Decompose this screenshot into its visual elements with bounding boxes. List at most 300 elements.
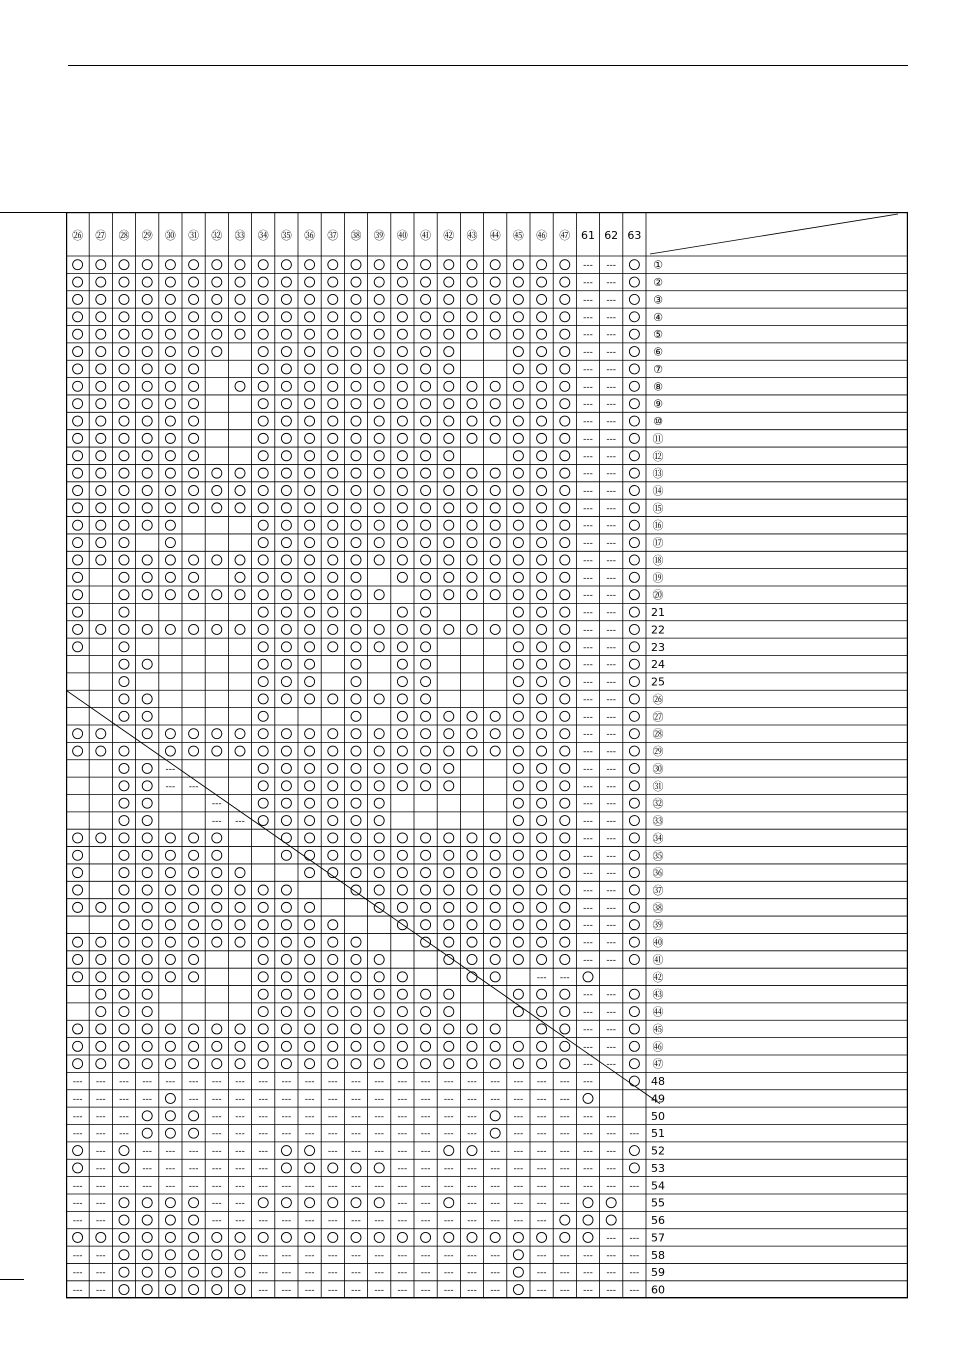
row-label: 59	[651, 1266, 665, 1280]
not-applicable-dashes: ---	[513, 1198, 524, 1209]
compatible-circle	[119, 555, 129, 565]
not-applicable-dashes: ---	[281, 1181, 292, 1192]
compatible-circle	[560, 763, 570, 773]
not-applicable-dashes: ---	[583, 399, 593, 410]
compatible-circle	[258, 902, 268, 912]
not-applicable-dashes: ---	[397, 1181, 408, 1192]
compatible-circle	[560, 833, 570, 843]
compatible-circle	[305, 989, 315, 999]
not-applicable-dashes: ---	[211, 816, 222, 827]
compatible-circle	[189, 329, 199, 339]
compatible-circle	[281, 833, 291, 843]
compatible-circle	[467, 624, 477, 634]
compatible-circle	[142, 1250, 152, 1260]
not-applicable-dashes: ---	[629, 1285, 640, 1296]
compatible-circle	[212, 503, 222, 513]
compatible-circle	[305, 729, 315, 739]
compatible-circle	[73, 347, 83, 357]
compatible-circle	[351, 468, 361, 478]
compatible-circle	[351, 520, 361, 530]
compatible-circle	[629, 485, 639, 495]
compatible-circle	[119, 954, 129, 964]
compatible-circle	[374, 381, 384, 391]
compatible-circle	[189, 555, 199, 565]
compatible-circle	[467, 312, 477, 322]
compatible-circle	[328, 381, 338, 391]
compatible-circle	[513, 277, 523, 287]
compatible-circle	[142, 763, 152, 773]
not-applicable-dashes: ---	[235, 1163, 245, 1174]
not-applicable-dashes: ---	[443, 1094, 454, 1105]
compatible-circle	[629, 798, 639, 808]
compatible-circle	[281, 538, 291, 548]
compatible-circle	[513, 850, 523, 860]
compatible-circle	[421, 399, 431, 409]
not-applicable-dashes: ---	[351, 1146, 361, 1157]
not-applicable-dashes: ---	[583, 799, 593, 810]
compatible-circle	[142, 1041, 152, 1051]
compatible-circle	[305, 833, 315, 843]
compatible-circle	[467, 1024, 477, 1034]
compatible-circle	[421, 902, 431, 912]
not-applicable-dashes: ---	[304, 1077, 315, 1088]
compatible-circle	[537, 416, 547, 426]
compatible-circle	[305, 659, 315, 669]
row-label: ⑧	[653, 380, 663, 394]
not-applicable-dashes: ---	[583, 538, 593, 549]
compatible-circle	[537, 485, 547, 495]
not-applicable-dashes: ---	[467, 1181, 477, 1192]
compatible-circle	[281, 920, 291, 930]
not-applicable-dashes: ---	[583, 1268, 593, 1279]
compatible-circle	[328, 312, 338, 322]
not-applicable-dashes: ---	[490, 1250, 501, 1261]
compatible-circle	[560, 1215, 570, 1225]
compatible-circle	[513, 781, 523, 791]
not-applicable-dashes: ---	[211, 1111, 222, 1122]
compatible-circle	[281, 1232, 291, 1242]
not-applicable-dashes: ---	[606, 608, 617, 619]
compatible-circle	[444, 468, 454, 478]
compatible-circle	[328, 364, 338, 374]
not-applicable-dashes: ---	[72, 1129, 83, 1140]
compatible-circle	[397, 989, 407, 999]
compatible-circle	[560, 711, 570, 721]
column-header: ㉝	[234, 229, 246, 242]
not-applicable-dashes: ---	[467, 1077, 477, 1088]
compatible-circle	[537, 381, 547, 391]
compatible-circle	[119, 381, 129, 391]
compatible-circle	[305, 572, 315, 582]
compatible-circle	[96, 937, 106, 947]
not-applicable-dashes: ---	[606, 503, 617, 514]
not-applicable-dashes: ---	[281, 1250, 292, 1261]
compatible-circle	[165, 399, 175, 409]
compatible-circle	[351, 659, 361, 669]
compatible-circle	[96, 329, 106, 339]
compatible-circle	[629, 816, 639, 826]
compatible-circle	[467, 329, 477, 339]
not-applicable-dashes: ---	[467, 1163, 477, 1174]
compatible-circle	[258, 920, 268, 930]
compatible-circle	[629, 885, 639, 895]
compatible-circle	[374, 260, 384, 270]
compatible-circle	[235, 1267, 245, 1277]
compatible-circle	[351, 1024, 361, 1034]
compatible-circle	[560, 937, 570, 947]
compatible-circle	[421, 642, 431, 652]
compatible-circle	[165, 920, 175, 930]
compatible-circle	[189, 312, 199, 322]
row-label: ⑫	[652, 449, 664, 463]
compatible-circle	[351, 347, 361, 357]
not-applicable-dashes: ---	[536, 1163, 547, 1174]
not-applicable-dashes: ---	[397, 1163, 408, 1174]
row-label: ⑯	[652, 519, 664, 533]
compatible-circle	[421, 989, 431, 999]
compatible-circle	[119, 260, 129, 270]
not-applicable-dashes: ---	[583, 642, 593, 653]
compatible-circle	[397, 1007, 407, 1017]
not-applicable-dashes: ---	[211, 1094, 222, 1105]
not-applicable-dashes: ---	[374, 1268, 385, 1279]
compatible-circle	[421, 833, 431, 843]
not-applicable-dashes: ---	[95, 1250, 106, 1261]
not-applicable-dashes: ---	[513, 1146, 524, 1157]
not-applicable-dashes: ---	[397, 1111, 408, 1122]
compatible-circle	[328, 833, 338, 843]
row-label: ③	[653, 293, 663, 307]
compatible-circle	[165, 416, 175, 426]
compatible-circle	[560, 329, 570, 339]
not-applicable-dashes: ---	[583, 920, 593, 931]
compatible-circle	[189, 503, 199, 513]
compatible-circle	[96, 433, 106, 443]
compatible-circle	[421, 260, 431, 270]
compatible-circle	[397, 468, 407, 478]
compatible-circle	[119, 1163, 129, 1173]
compatible-circle	[235, 381, 245, 391]
compatible-circle	[351, 538, 361, 548]
compatible-circle	[73, 312, 83, 322]
compatible-circle	[281, 347, 291, 357]
compatible-circle	[189, 868, 199, 878]
compatible-circle	[305, 312, 315, 322]
compatible-circle	[629, 937, 639, 947]
compatible-circle	[142, 294, 152, 304]
compatible-circle	[119, 538, 129, 548]
compatible-circle	[560, 538, 570, 548]
compatible-circle	[165, 1041, 175, 1051]
compatible-circle	[305, 677, 315, 687]
not-applicable-dashes: ---	[119, 1094, 129, 1105]
column-header: ㊵	[396, 229, 408, 242]
compatible-circle	[537, 920, 547, 930]
compatible-circle	[513, 694, 523, 704]
compatible-circle	[281, 1146, 291, 1156]
not-applicable-dashes: ---	[490, 1216, 501, 1227]
compatible-circle	[328, 1059, 338, 1069]
compatible-circle	[305, 972, 315, 982]
not-applicable-dashes: ---	[559, 1163, 570, 1174]
compatible-circle	[73, 954, 83, 964]
compatible-circle	[119, 277, 129, 287]
compatible-circle	[165, 937, 175, 947]
self-match-diagonal	[66, 690, 660, 1103]
not-applicable-dashes: ---	[467, 1250, 477, 1261]
compatible-circle	[421, 1041, 431, 1051]
compatible-circle	[397, 885, 407, 895]
compatible-circle	[537, 555, 547, 565]
compatible-circle	[258, 538, 268, 548]
not-applicable-dashes: ---	[490, 1181, 501, 1192]
compatible-circle	[328, 399, 338, 409]
not-applicable-dashes: ---	[606, 799, 617, 810]
not-applicable-dashes: ---	[629, 1129, 640, 1140]
compatible-circle	[235, 555, 245, 565]
not-applicable-dashes: ---	[142, 1163, 153, 1174]
compatible-circle	[165, 1215, 175, 1225]
compatible-circle	[165, 590, 175, 600]
not-applicable-dashes: ---	[142, 1146, 153, 1157]
not-applicable-dashes: ---	[490, 1094, 501, 1105]
not-applicable-dashes: ---	[420, 1129, 431, 1140]
compatible-circle	[467, 294, 477, 304]
compatible-circle	[351, 868, 361, 878]
not-applicable-dashes: ---	[606, 920, 617, 931]
compatible-circle	[444, 329, 454, 339]
not-applicable-dashes: ---	[513, 1163, 524, 1174]
compatible-circle	[351, 485, 361, 495]
compatible-circle	[328, 1041, 338, 1051]
not-applicable-dashes: ---	[374, 1077, 385, 1088]
compatible-circle	[583, 1232, 593, 1242]
compatible-circle	[212, 312, 222, 322]
compatible-circle	[397, 850, 407, 860]
compatible-circle	[119, 1059, 129, 1069]
compatible-circle	[305, 347, 315, 357]
row-label: ㉟	[652, 849, 664, 863]
compatible-circle	[235, 729, 245, 739]
compatible-circle	[142, 816, 152, 826]
not-applicable-dashes: ---	[583, 1059, 593, 1070]
compatible-circle	[421, 555, 431, 565]
compatible-circle	[235, 937, 245, 947]
compatible-circle	[73, 277, 83, 287]
compatible-circle	[328, 277, 338, 287]
not-applicable-dashes: ---	[490, 1163, 501, 1174]
compatible-circle	[258, 485, 268, 495]
compatible-circle	[351, 937, 361, 947]
compatible-circle	[537, 538, 547, 548]
row-label: ㉝	[652, 814, 664, 828]
compatible-circle	[328, 1198, 338, 1208]
compatible-circle	[467, 399, 477, 409]
not-applicable-dashes: ---	[397, 1094, 408, 1105]
compatible-circle	[421, 572, 431, 582]
compatible-circle	[189, 399, 199, 409]
not-applicable-dashes: ---	[536, 1285, 547, 1296]
compatible-circle	[165, 868, 175, 878]
compatible-circle	[281, 1041, 291, 1051]
not-applicable-dashes: ---	[583, 764, 593, 775]
compatible-circle	[142, 833, 152, 843]
compatible-circle	[73, 972, 83, 982]
compatible-circle	[537, 642, 547, 652]
compatible-circle	[212, 937, 222, 947]
compatible-circle	[165, 746, 175, 756]
compatible-circle	[119, 885, 129, 895]
compatible-circle	[328, 763, 338, 773]
compatible-circle	[189, 833, 199, 843]
compatible-circle	[397, 364, 407, 374]
compatible-circle	[374, 954, 384, 964]
compatible-circle	[258, 399, 268, 409]
compatible-circle	[537, 954, 547, 964]
compatible-circle	[537, 781, 547, 791]
not-applicable-dashes: ---	[559, 1198, 570, 1209]
compatible-circle	[281, 781, 291, 791]
compatible-circle	[444, 885, 454, 895]
not-applicable-dashes: ---	[606, 469, 617, 480]
not-applicable-dashes: ---	[211, 1198, 222, 1209]
compatible-circle	[142, 451, 152, 461]
compatible-circle	[537, 364, 547, 374]
compatible-circle	[351, 642, 361, 652]
compatible-circle	[305, 1198, 315, 1208]
not-applicable-dashes: ---	[583, 1181, 593, 1192]
compatible-circle	[374, 590, 384, 600]
compatible-circle	[281, 1163, 291, 1173]
not-applicable-dashes: ---	[606, 1042, 617, 1053]
compatible-circle	[444, 833, 454, 843]
compatible-circle	[537, 503, 547, 513]
not-applicable-dashes: ---	[397, 1198, 408, 1209]
compatible-circle	[73, 503, 83, 513]
compatible-circle	[513, 868, 523, 878]
compatible-circle	[444, 850, 454, 860]
compatible-circle	[629, 920, 639, 930]
compatible-circle	[235, 868, 245, 878]
compatible-circle	[397, 624, 407, 634]
compatible-circle	[374, 694, 384, 704]
not-applicable-dashes: ---	[327, 1146, 338, 1157]
not-applicable-dashes: ---	[583, 816, 593, 827]
not-applicable-dashes: ---	[583, 660, 593, 671]
compatible-circle	[258, 1007, 268, 1017]
compatible-circle	[397, 607, 407, 617]
compatible-circle	[96, 1232, 106, 1242]
compatible-circle	[281, 277, 291, 287]
compatible-circle	[119, 642, 129, 652]
not-applicable-dashes: ---	[351, 1094, 361, 1105]
compatible-circle	[351, 763, 361, 773]
compatible-circle	[189, 624, 199, 634]
not-applicable-dashes: ---	[559, 1094, 570, 1105]
not-applicable-dashes: ---	[420, 1146, 431, 1157]
not-applicable-dashes: ---	[397, 1250, 408, 1261]
not-applicable-dashes: ---	[536, 1077, 547, 1088]
compatible-circle	[513, 329, 523, 339]
compatible-circle	[490, 902, 500, 912]
compatible-circle	[73, 833, 83, 843]
compatible-circle	[281, 572, 291, 582]
compatible-circle	[328, 624, 338, 634]
compatible-circle	[351, 572, 361, 582]
compatible-circle	[513, 381, 523, 391]
compatible-circle	[189, 1128, 199, 1138]
compatible-circle	[305, 503, 315, 513]
compatible-circle	[142, 850, 152, 860]
not-applicable-dashes: ---	[606, 1111, 617, 1122]
not-applicable-dashes: ---	[583, 364, 593, 375]
compatible-circle	[189, 381, 199, 391]
compatible-circle	[560, 624, 570, 634]
compatible-circle	[258, 659, 268, 669]
compatible-circle	[119, 607, 129, 617]
compatible-circle	[351, 364, 361, 374]
compatible-circle	[119, 520, 129, 530]
not-applicable-dashes: ---	[235, 1181, 245, 1192]
compatible-circle	[397, 555, 407, 565]
compatible-circle	[421, 590, 431, 600]
compatible-circle	[165, 572, 175, 582]
compatible-circle	[119, 833, 129, 843]
compatible-circle	[351, 1041, 361, 1051]
compatible-circle	[212, 277, 222, 287]
column-header: ㊷	[443, 229, 455, 242]
compatible-circle	[96, 746, 106, 756]
compatible-circle	[305, 1024, 315, 1034]
not-applicable-dashes: ---	[327, 1250, 338, 1261]
compatible-circle	[397, 868, 407, 878]
not-applicable-dashes: ---	[583, 330, 593, 341]
not-applicable-dashes: ---	[606, 347, 617, 358]
compatible-circle	[351, 816, 361, 826]
compatible-circle	[397, 485, 407, 495]
compatible-circle	[537, 850, 547, 860]
column-header: ㉗	[95, 229, 107, 242]
compatible-circle	[281, 989, 291, 999]
compatible-circle	[165, 329, 175, 339]
compatible-circle	[560, 468, 570, 478]
compatible-circle	[165, 624, 175, 634]
compatible-circle	[444, 1146, 454, 1156]
not-applicable-dashes: ---	[142, 1181, 153, 1192]
compatible-circle	[142, 659, 152, 669]
compatible-circle	[119, 399, 129, 409]
row-label: ㊶	[652, 953, 664, 967]
not-applicable-dashes: ---	[235, 1129, 245, 1140]
compatible-circle	[513, 1267, 523, 1277]
not-applicable-dashes: ---	[536, 1250, 547, 1261]
compatible-circle	[560, 381, 570, 391]
compatible-circle	[281, 642, 291, 652]
compatible-circle	[258, 607, 268, 617]
not-applicable-dashes: ---	[211, 1146, 222, 1157]
not-applicable-dashes: ---	[583, 503, 593, 514]
compatible-circle	[305, 694, 315, 704]
not-applicable-dashes: ---	[397, 1077, 408, 1088]
not-applicable-dashes: ---	[351, 1181, 361, 1192]
compatible-circle	[258, 677, 268, 687]
not-applicable-dashes: ---	[583, 1250, 593, 1261]
not-applicable-dashes: ---	[536, 1268, 547, 1279]
compatible-circle	[374, 781, 384, 791]
compatible-circle	[189, 954, 199, 964]
compatible-circle	[374, 1024, 384, 1034]
not-applicable-dashes: ---	[467, 1285, 477, 1296]
